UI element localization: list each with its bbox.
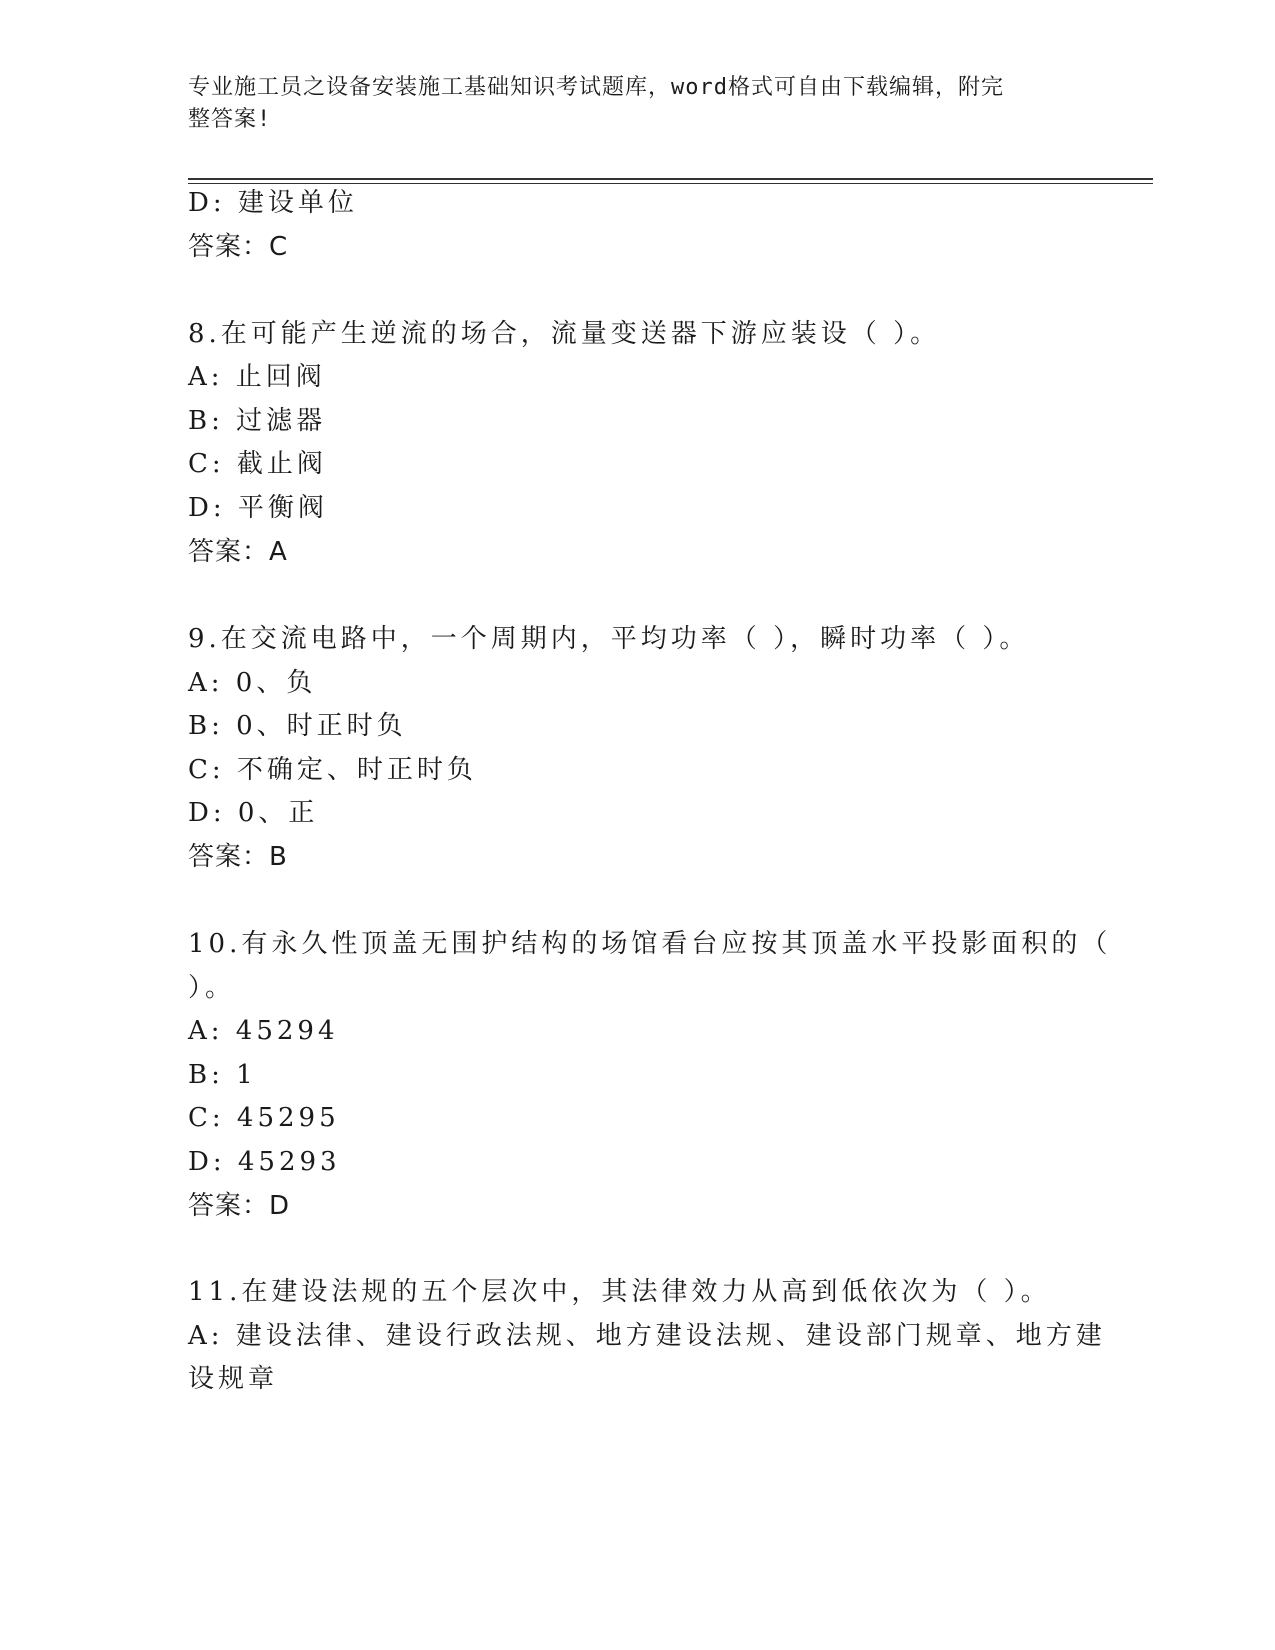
q10-question-line2: ）。 (188, 973, 236, 1003)
q11-option-a-line2: 设规章 (188, 1364, 279, 1394)
q10-option-a: A: 45294 (188, 1016, 339, 1046)
q10-answer: 答案：D (188, 1191, 291, 1221)
header-title-line1: 专业施工员之设备安装施工基础知识考试题库，word格式可自由下载编辑，附完 (188, 75, 1004, 100)
q8-answer: 答案：A (188, 537, 288, 567)
q9-question: 9.在交流电路中，一个周期内，平均功率（ ），瞬时功率（ ）。 (188, 624, 1030, 654)
header-title-line2: 整答案! (188, 107, 272, 132)
q8-option-a: A: 止回阀 (188, 362, 326, 392)
q10-question-line1: 10.有永久性顶盖无围护结构的场馆看台应按其顶盖水平投影面积的（ (188, 929, 1112, 959)
document-header (188, 72, 1068, 136)
q7-option-d: D: 建设单位 (188, 188, 358, 218)
q9-option-a: A: 0、负 (188, 668, 317, 698)
q8-question: 8.在可能产生逆流的场合，流量变送器下游应装设（ ）。 (188, 319, 941, 349)
q9-answer: 答案：B (188, 842, 288, 872)
header-divider-thin (188, 183, 1153, 184)
q8-option-d: D: 平衡阀 (188, 493, 328, 523)
q9-option-d: D: 0、正 (188, 798, 319, 828)
q9-option-c: C: 不确定、时正时负 (188, 755, 477, 785)
q8-option-b: B: 过滤器 (188, 406, 327, 436)
q9-option-b: B: 0、时正时负 (188, 711, 407, 741)
q10-option-b: B: 1 (188, 1060, 257, 1090)
q10-option-c: C: 45295 (188, 1103, 340, 1133)
q10-option-d: D: 45293 (188, 1147, 341, 1177)
q8-option-c: C: 截止阀 (188, 449, 327, 479)
header-divider-thick (188, 178, 1153, 180)
q11-question: 11.在建设法规的五个层次中，其法律效力从高到低依次为（ ）。 (188, 1277, 1051, 1307)
q11-option-a-line1: A: 建设法律、建设行政法规、地方建设法规、建设部门规章、地方建 (188, 1321, 1106, 1351)
q7-answer: 答案：C (188, 232, 289, 262)
